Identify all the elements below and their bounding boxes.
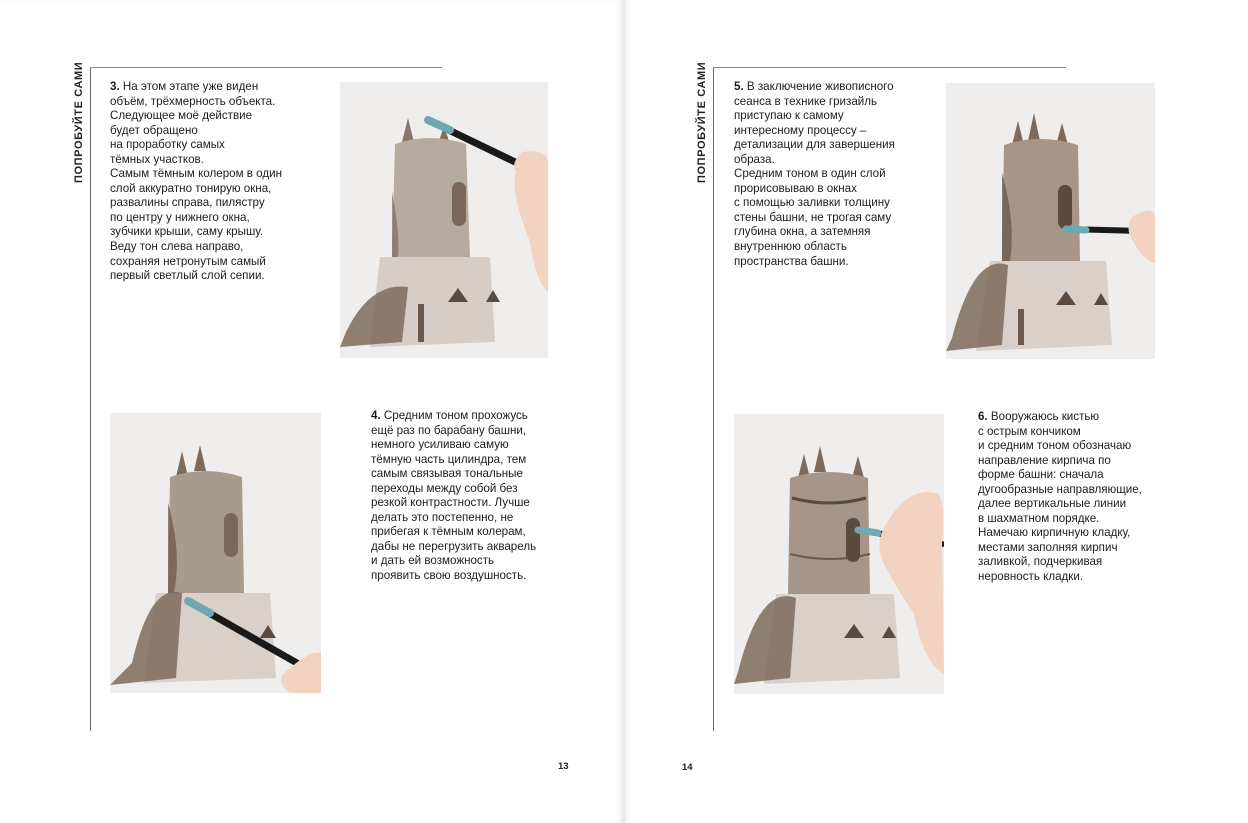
- page-number: 13: [558, 761, 569, 772]
- step6-body: Вооружаюсь кистью с острым кончиком и средним тоном обозначаю направление кирпича по форме башни: сначала дугообразные направляющие, далее вертикальные линии в шахматном порядке. Намечаю кирпичную кладку, местами заполняя кирпич заливкой, подчеркивая неровность кладки.: [978, 410, 1142, 584]
- page-number: 14: [682, 762, 693, 773]
- step6-text: [978, 410, 1198, 585]
- step4-photo: [110, 413, 321, 693]
- step5-text: [734, 80, 949, 269]
- section-label: ПОПРОБУЙТЕ САМИ: [696, 61, 708, 183]
- left-top-rule: [90, 67, 442, 68]
- right-margin-rule: [713, 67, 714, 731]
- step3-text: [110, 80, 325, 284]
- section-label: ПОПРОБУЙТЕ САМИ: [73, 61, 85, 183]
- left-margin-rule: [90, 67, 91, 731]
- right-top-rule: [713, 67, 1066, 68]
- right-page: [625, 0, 1248, 823]
- step4-body: Средним тоном прохожусь ещё раз по барабану башни, немного усиливаю самую тёмную часть цилиндра, тем самым связывая тональные переходы между собой без резкой контрастности. Лучше делать это постепенно, не прибегая к тёмным колерам, дабы не перегрузить акварель и дать ей возможность проявить свою воздушность.: [371, 409, 537, 583]
- step5-number: 5.: [734, 80, 744, 93]
- step6-number: 6.: [978, 410, 988, 423]
- step4-number: 4.: [371, 409, 381, 422]
- step4-text: [371, 409, 586, 584]
- left-page: [0, 0, 623, 823]
- step5-body: В заключение живописного сеанса в технике гризайль приступаю к самому интересному процессу – детализации для завершения образа. Средним тоном в один слой прорисовываю в окнах с помощью заливки толщину стены башни, не трогая саму глубина окна, а затемняя внутреннюю область пространства башни.: [734, 80, 895, 268]
- step3-number: 3.: [110, 80, 120, 93]
- step3-body: На этом этапе уже виден объём, трёхмерность объекта. Следующее моё действие будет обращено на проработку самых тёмных участков. Самым тёмным колером в один слой аккуратно тонирую окна, развалины справа, пилястру по центру у нижнего окна, зубчики крыши, саму крышу. Веду тон слева направо, сохраняя нетронутым самый первый светлый слой сепии.: [110, 80, 283, 283]
- step5-photo: [946, 83, 1155, 359]
- step6-photo: [734, 414, 944, 694]
- step3-photo: [340, 82, 548, 358]
